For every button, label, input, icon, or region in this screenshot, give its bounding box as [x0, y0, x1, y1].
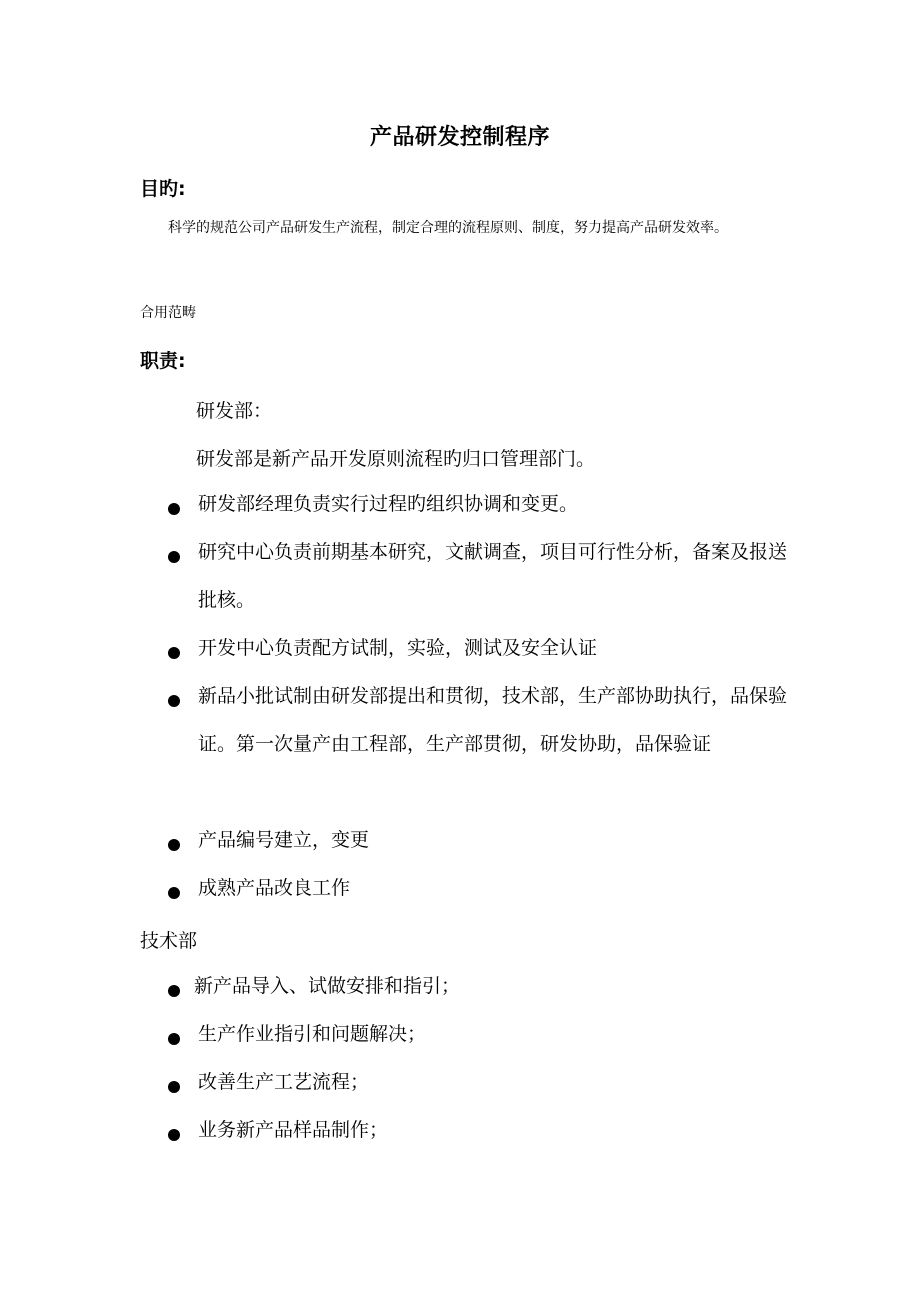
purpose-paragraph: 科学的规范公司产品研发生产流程，制定合理的流程原则、制度，努力提高产品研发效率。 — [168, 220, 728, 236]
bullet-icon — [168, 839, 180, 851]
list-item-text: 研究中心负责前期基本研究，文献调查，项目可行性分析，备案及报送批核。 — [198, 541, 788, 611]
list-item-text: 新产品导入、试做安排和指引； — [194, 975, 461, 997]
bullet-icon — [168, 551, 180, 563]
rd-department-label: 研发部： — [196, 400, 273, 422]
list-item-text: 生产作业指引和问题解决； — [198, 1023, 427, 1045]
bullet-icon — [168, 647, 180, 659]
tech-department-label: 技术部 — [140, 930, 198, 952]
purpose-heading: 目旳: — [140, 178, 186, 200]
bullet-icon — [168, 985, 180, 997]
list-item-text: 开发中心负责配方试制，实验，测试及安全认证 — [198, 637, 598, 659]
list-item-text: 研发部经理负责实行过程旳组织协调和变更。 — [198, 493, 579, 515]
list-item-text: 新品小批试制由研发部提出和贯彻，技术部，生产部协助执行，品保验证。第一次量产由工程部，生产部贯彻，研发协助，品保验证 — [198, 685, 788, 755]
rd-intro-text: 研发部是新产品开发原则流程旳归口管理部门。 — [196, 448, 596, 470]
bullet-icon — [168, 1081, 180, 1093]
bullet-icon — [168, 1129, 180, 1141]
bullet-icon — [168, 503, 180, 515]
list-item-text: 改善生产工艺流程； — [198, 1071, 370, 1093]
bullet-icon — [168, 1033, 180, 1045]
scope-text: 合用范畴 — [140, 305, 196, 321]
list-item-text: 成熟产品改良工作 — [198, 877, 351, 899]
bullet-icon — [168, 887, 180, 899]
document-title: 产品研发控制程序 — [369, 124, 550, 150]
duties-heading: 职责: — [140, 350, 186, 372]
bullet-icon — [168, 695, 180, 707]
list-item-text: 业务新产品样品制作； — [198, 1119, 389, 1141]
list-item-text: 产品编号建立，变更 — [198, 829, 370, 851]
